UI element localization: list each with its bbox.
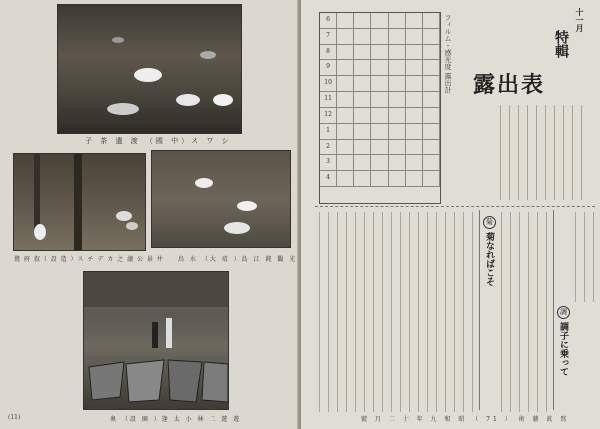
boats-illustration [84,272,228,409]
table-cell [406,108,423,124]
table-cell [371,171,388,187]
table-cell: 10 [320,76,337,92]
table-cell [423,155,440,171]
table-cell [406,155,423,171]
table-cell: 6 [320,13,337,29]
table-cell [423,171,440,187]
table-cell [371,124,388,140]
table-cell [423,29,440,45]
table-cell [389,124,406,140]
table-cell [389,171,406,187]
table-cell [389,92,406,108]
table-cell [371,155,388,171]
table-cell [371,29,388,45]
column-rule-1 [479,210,480,410]
table-cell [406,29,423,45]
table-cell [337,29,354,45]
table-cell [354,45,371,61]
table-cell [406,124,423,140]
table-cell [371,92,388,108]
table-cell [423,13,440,29]
column-rule-2 [553,210,554,410]
table-cell [354,60,371,76]
table-cell: 1 [320,124,337,140]
table-cell: 7 [320,29,337,45]
table-cell [337,45,354,61]
table-cell [406,92,423,108]
table-cell [337,76,354,92]
table-cell [337,140,354,156]
table-cell [406,140,423,156]
table-cell: 11 [320,92,337,108]
table-cell [354,108,371,124]
table-cell [389,76,406,92]
island-swans-illustration [152,151,290,247]
table-cell [354,140,371,156]
table-cell [354,92,371,108]
section-mark-1: 菊 [483,216,496,229]
section-heading-2: 調子に乗って [558,322,568,376]
table-cell [389,155,406,171]
feature-month: 十一月 [575,8,585,32]
photo-swans [57,4,242,134]
table-cell [406,60,423,76]
caption-boats: 奥 （設 園 ）逢 太 小 林 二 遊 遊 [110,416,242,423]
table-cell [354,155,371,171]
table-cell: 12 [320,108,337,124]
table-cell [389,108,406,124]
table-cell [423,45,440,61]
left-page [0,0,299,429]
table-cell: 9 [320,60,337,76]
photo-boats [83,271,229,410]
section-mark-2: 調 [557,306,570,319]
table-cell [389,140,406,156]
table-cell: 3 [320,155,337,171]
table-cell [354,76,371,92]
photo-goose [13,153,146,251]
feature-body [496,105,586,200]
table-cell [389,29,406,45]
left-folio: (11) [8,414,21,421]
table-cell [337,124,354,140]
table-cell [371,108,388,124]
table-cell [423,140,440,156]
goose-illustration [14,154,145,250]
caption-swans: 子 茶 遺 渡 （國 中）ス ワ シ [85,137,232,145]
caption-island: 鳥 水 （大 靖 ）島 江 鈍 觀 光 [178,256,298,263]
table-cell [337,60,354,76]
table-cell [354,171,371,187]
table-cell: 4 [320,171,337,187]
body-column-3 [571,212,597,302]
swans-illustration [58,5,241,133]
table-cell [371,45,388,61]
table-cell [423,76,440,92]
table-cell [337,108,354,124]
table-cell [423,124,440,140]
table-cell [354,13,371,29]
table-cell: 8 [320,45,337,61]
table-cell: 2 [320,140,337,156]
table-cell [406,76,423,92]
right-footer: 號 月 二 十 年 九 和 昭 （ 71 ） 術 藝 眞 寫 [361,416,570,423]
table-cell [406,45,423,61]
right-page [301,0,600,429]
table-cell [337,13,354,29]
photo-island [151,150,291,248]
feature-title: 露出表 [473,72,546,98]
table-cell [371,60,388,76]
table-heading: フィルム・感光度 露出計 [444,14,452,94]
table-cell [423,60,440,76]
caption-goose: 鵞 府 叙（ 設 造 ）ス チ デ カ 之 瀧 公 景 井 [14,256,164,263]
table-cell [354,29,371,45]
table-cell [371,76,388,92]
exposure-table [319,12,441,204]
table-cell [337,92,354,108]
table-cell [389,13,406,29]
body-column-2 [497,212,549,412]
body-column-1 [315,212,475,412]
table-cell [371,140,388,156]
table-cell [389,45,406,61]
table-cell [371,13,388,29]
table-cell [337,171,354,187]
section-heading-1: 菊なればこそ [484,232,494,286]
table-cell [389,60,406,76]
table-cell [423,92,440,108]
table-cell [406,13,423,29]
table-cell [406,171,423,187]
separator-top [315,206,595,207]
table-cell [423,108,440,124]
feature-sub: 特輯 [553,30,569,58]
table-cell [354,124,371,140]
table-cell [337,155,354,171]
